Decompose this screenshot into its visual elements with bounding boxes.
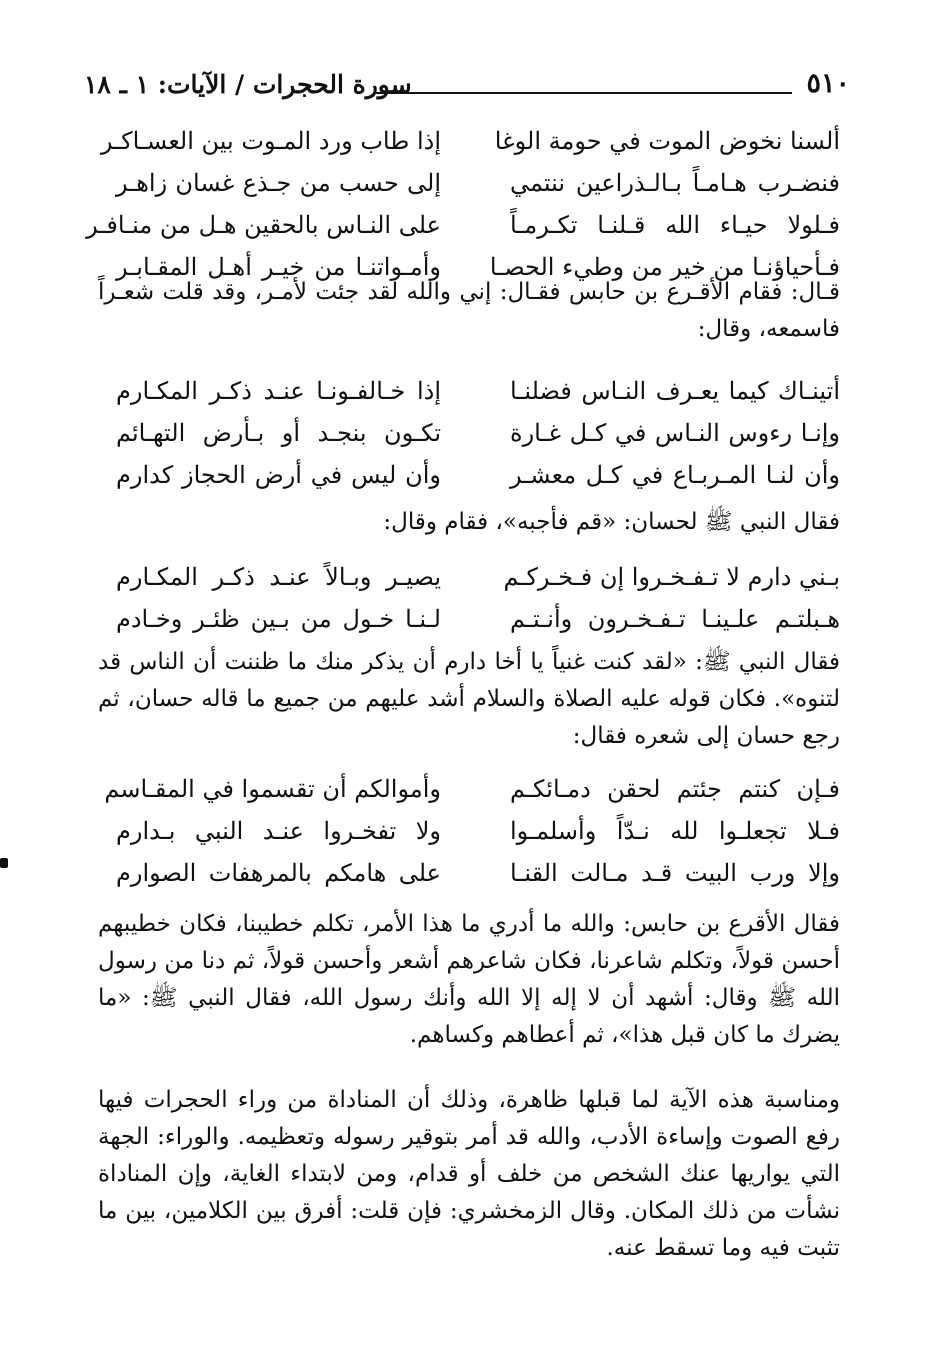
verse (90, 810, 848, 852)
verse (90, 556, 848, 598)
second-hemistich: تكـون بنجـد أو بـأرض التهـائم (116, 419, 441, 447)
verse (90, 162, 848, 204)
second-hemistich: لـنـا خـول من بـين ظئـر وخـادم (116, 605, 441, 633)
second-hemistich: إذا خـالفـونـا عنـد ذكـر المكـارم (116, 377, 441, 405)
second-hemistich: على هامكم بالمرهفات الصوارم (116, 859, 441, 887)
second-hemistich: إلى حسب من جـذع غسان زاهـر (116, 169, 441, 197)
paragraph-prophet-to-aqra: فقال النبي ﷺ: «لقد كنت غنياً يا أخا دارم أن يذكر منك ما ظننت أن الناس قد لتنوه». فكان قوله عليه الصلاة والسلام أشد عليهم من جميع ما قاله حسان، ثم رجع حسان إلى شعره فقال: (98, 649, 840, 749)
first-hemistich: هـبلتـم علـينـا تـفـخـرون وأنـتـم (510, 605, 840, 633)
paragraph-verse-relevance: ومناسبة هذه الآية لما قبلها ظاهرة، وذلك أن المناداة من وراء الحجرات فيها رفع الصوت وإساءة الأدب، والله قد أمر بتوقير رسوله وتعظيمه. والوراء: الجهة التي يواريها عنك الشخص من خلف أو قدام، ومن لابتداء الغاية، وإن المناداة نشأت من ذلك المكان. وقال الزمخشري: فإن قلت: أفرق بين الكلامين، بين ما تثبت فيه وما تسقط عنه. (98, 1087, 840, 1261)
verse (86, 204, 848, 246)
margin-mark (0, 858, 8, 868)
paragraph-aqra-conversion: فقال الأقرع بن حابس: والله ما أدري ما هذا الأمر، تكلم خطيبنا، فكان خطيبهم أحسن قولاً، وتكلم شاعرنا، فكان شاعرهم أشعر وأحسن قولاً، ثم دنا من رسول الله ﷺ وقال: أشهد أن لا إله إلا الله وأنك رسول الله، فقال النبي ﷺ: «ما يضرك ما كان قبل هذا»، ثم أعطاهم وكساهم. (98, 911, 840, 1048)
second-hemistich: وأموالكم أن تقسموا في المقـاسم (104, 775, 441, 803)
second-hemistich: وأمـواتنـا من خيـر أهـل المقـابـر (116, 253, 441, 281)
first-hemistich: فـإن كنتم جئتم لحقن دمـائكـم (510, 775, 840, 803)
first-hemistich: ألسنا نخوض الموت في حومة الوغا (494, 127, 840, 155)
first-hemistich: فـلولا حيـاء الله قـلنـا تكـرمـاً (510, 211, 840, 239)
verse (90, 370, 848, 412)
verse (90, 768, 848, 810)
first-hemistich: وإنـا رءوس النـاس في كـل غـارة (510, 419, 840, 447)
first-hemistich: فنضـرب هـامـاً بـالـذراعين ننتمي (510, 169, 840, 197)
second-hemistich: ولا تفخـروا عنـد النبي بـدارم (116, 817, 441, 845)
second-hemistich: إذا طاب ورد المـوت بين العسـاكـر (100, 127, 441, 155)
poem-hassan-3 (90, 768, 848, 894)
first-hemistich: فـلا تجعلـوا لله نـدّاً وأسلمـوا (510, 817, 840, 845)
first-hemistich: أتينـاك كيما يعـرف النـاس فضلنـا (510, 377, 840, 405)
second-hemistich: على النـاس بالحقين هـل من منـافـر (86, 211, 441, 239)
poem-hassan-1 (86, 120, 848, 288)
verse (90, 454, 848, 496)
header-rule (376, 92, 792, 94)
running-title: سورة الحجرات / الآيات: ١ ـ ١٨ (84, 70, 412, 99)
second-hemistich: يصيـر وبـالاً عنـد ذكـر المكـارم (116, 563, 441, 591)
second-hemistich: وأن ليس في أرض الحجاز كدارم (116, 461, 441, 489)
first-hemistich: وإلا ورب البيت قـد مـالت القنـا (510, 859, 840, 887)
page-number: ٥١٠ (806, 68, 850, 99)
poem-aqra (90, 370, 848, 496)
paragraph-prophet-to-hassan: فقال النبي ﷺ لحسان: «قم فأجبه»، فقام وقال: (383, 509, 840, 535)
first-hemistich: وأن لنـا المـربـاع في كـل معشـر (510, 461, 840, 489)
poem-hassan-2 (90, 556, 848, 640)
first-hemistich: بـني دارم لا تـفـخـروا إن فـخـركـم (503, 563, 840, 591)
page-header (84, 66, 850, 106)
verse (90, 598, 848, 640)
verse (90, 412, 848, 454)
verse (90, 120, 848, 162)
paragraph-aqra-intro: قـال: فقام الأقـرع بن حابس فقـال: إني والله لقد جئت لأمـر، وقد قلت شعـراً فاسمعه، وقال: (98, 279, 840, 342)
first-hemistich: فـأحياؤنـا من خير من وطيء الحصـا (489, 253, 840, 281)
verse (90, 852, 848, 894)
